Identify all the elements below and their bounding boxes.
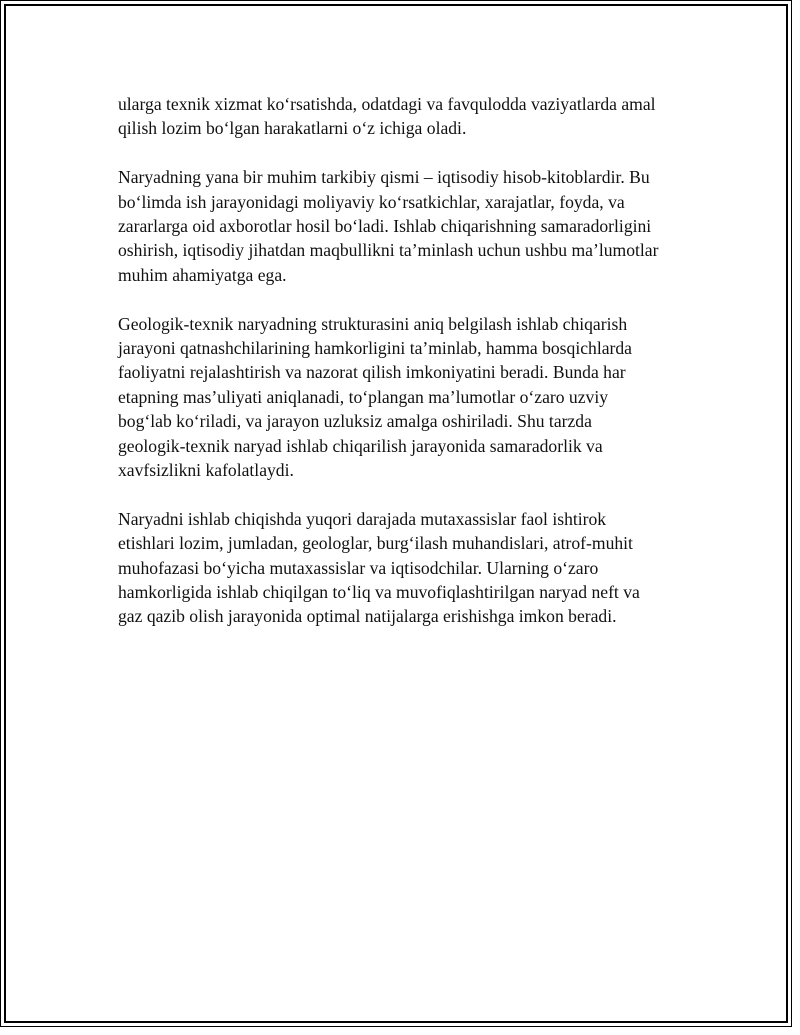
paragraph-4 (118, 507, 688, 629)
paragraph-line: zararlarga oid axborotlar hosil bo‘ladi. Ishlab chiqarishning samaradorligini (118, 216, 652, 237)
paragraph-line: gaz qazib olish jarayonida optimal natijalarga erishishga imkon beradi. (118, 606, 617, 627)
paragraph-line: Naryadni ishlab chiqishda yuqori darajada mutaxassislar faol ishtirok (118, 508, 607, 529)
paragraph-line: bog‘lab ko‘riladi, va jarayon uzluksiz amalga oshiriladi. Shu tarzda (118, 411, 592, 432)
paragraph-line: geologik-texnik naryad ishlab chiqarilish jarayonida samaradorlik va (118, 435, 603, 456)
paragraph-line: qilish lozim bo‘lgan harakatlarni o‘z ichiga oladi. (118, 118, 467, 139)
paragraph-line: muhofazasi bo‘yicha mutaxassislar va iqtisodchilar. Ularning o‘zaro (118, 557, 599, 578)
paragraph-line: ularga texnik xizmat ko‘rsatishda, odatdagi va favqulodda vaziyatlarda amal (118, 94, 656, 114)
paragraph-2 (118, 165, 688, 287)
paragraph-line: Naryadning yana bir muhim tarkibiy qismi – iqtisodiy hisob-kitoblardir. Bu (118, 167, 650, 188)
paragraph-line: Geologik-texnik naryadning strukturasini aniq belgilash ishlab chiqarish (118, 313, 628, 334)
paragraph-3 (118, 312, 688, 483)
paragraph-line: bo‘limda ish jarayonidagi moliyaviy ko‘rsatkichlar, xarajatlar, foyda, va (118, 191, 625, 212)
document-body (118, 92, 688, 653)
paragraph-line: etishlari lozim, jumladan, geologlar, burg‘ilash muhandislari, atrof-muhit (118, 533, 633, 554)
paragraph-1 (118, 92, 688, 141)
paragraph-line: oshirish, iqtisodiy jihatdan maqbullikni ta’minlash uchun ushbu ma’lumotlar (118, 240, 659, 261)
paragraph-line: faoliyatni rejalashtirish va nazorat qilish imkoniyatini beradi. Bunda har (118, 362, 626, 383)
paragraph-line: jarayoni qatnashchilarining hamkorligini ta’minlab, hamma bosqichlarda (118, 338, 632, 359)
paragraph-line: xavfsizlikni kafolatlaydi. (118, 460, 294, 481)
paragraph-line: hamkorligida ishlab chiqilgan to‘liq va muvofiqlashtirilgan naryad neft va (118, 582, 640, 603)
paragraph-line: etapning mas’uliyati aniqlanadi, to‘plangan ma’lumotlar o‘zaro uzviy (118, 386, 609, 407)
paragraph-line: muhim ahamiyatga ega. (118, 264, 287, 285)
